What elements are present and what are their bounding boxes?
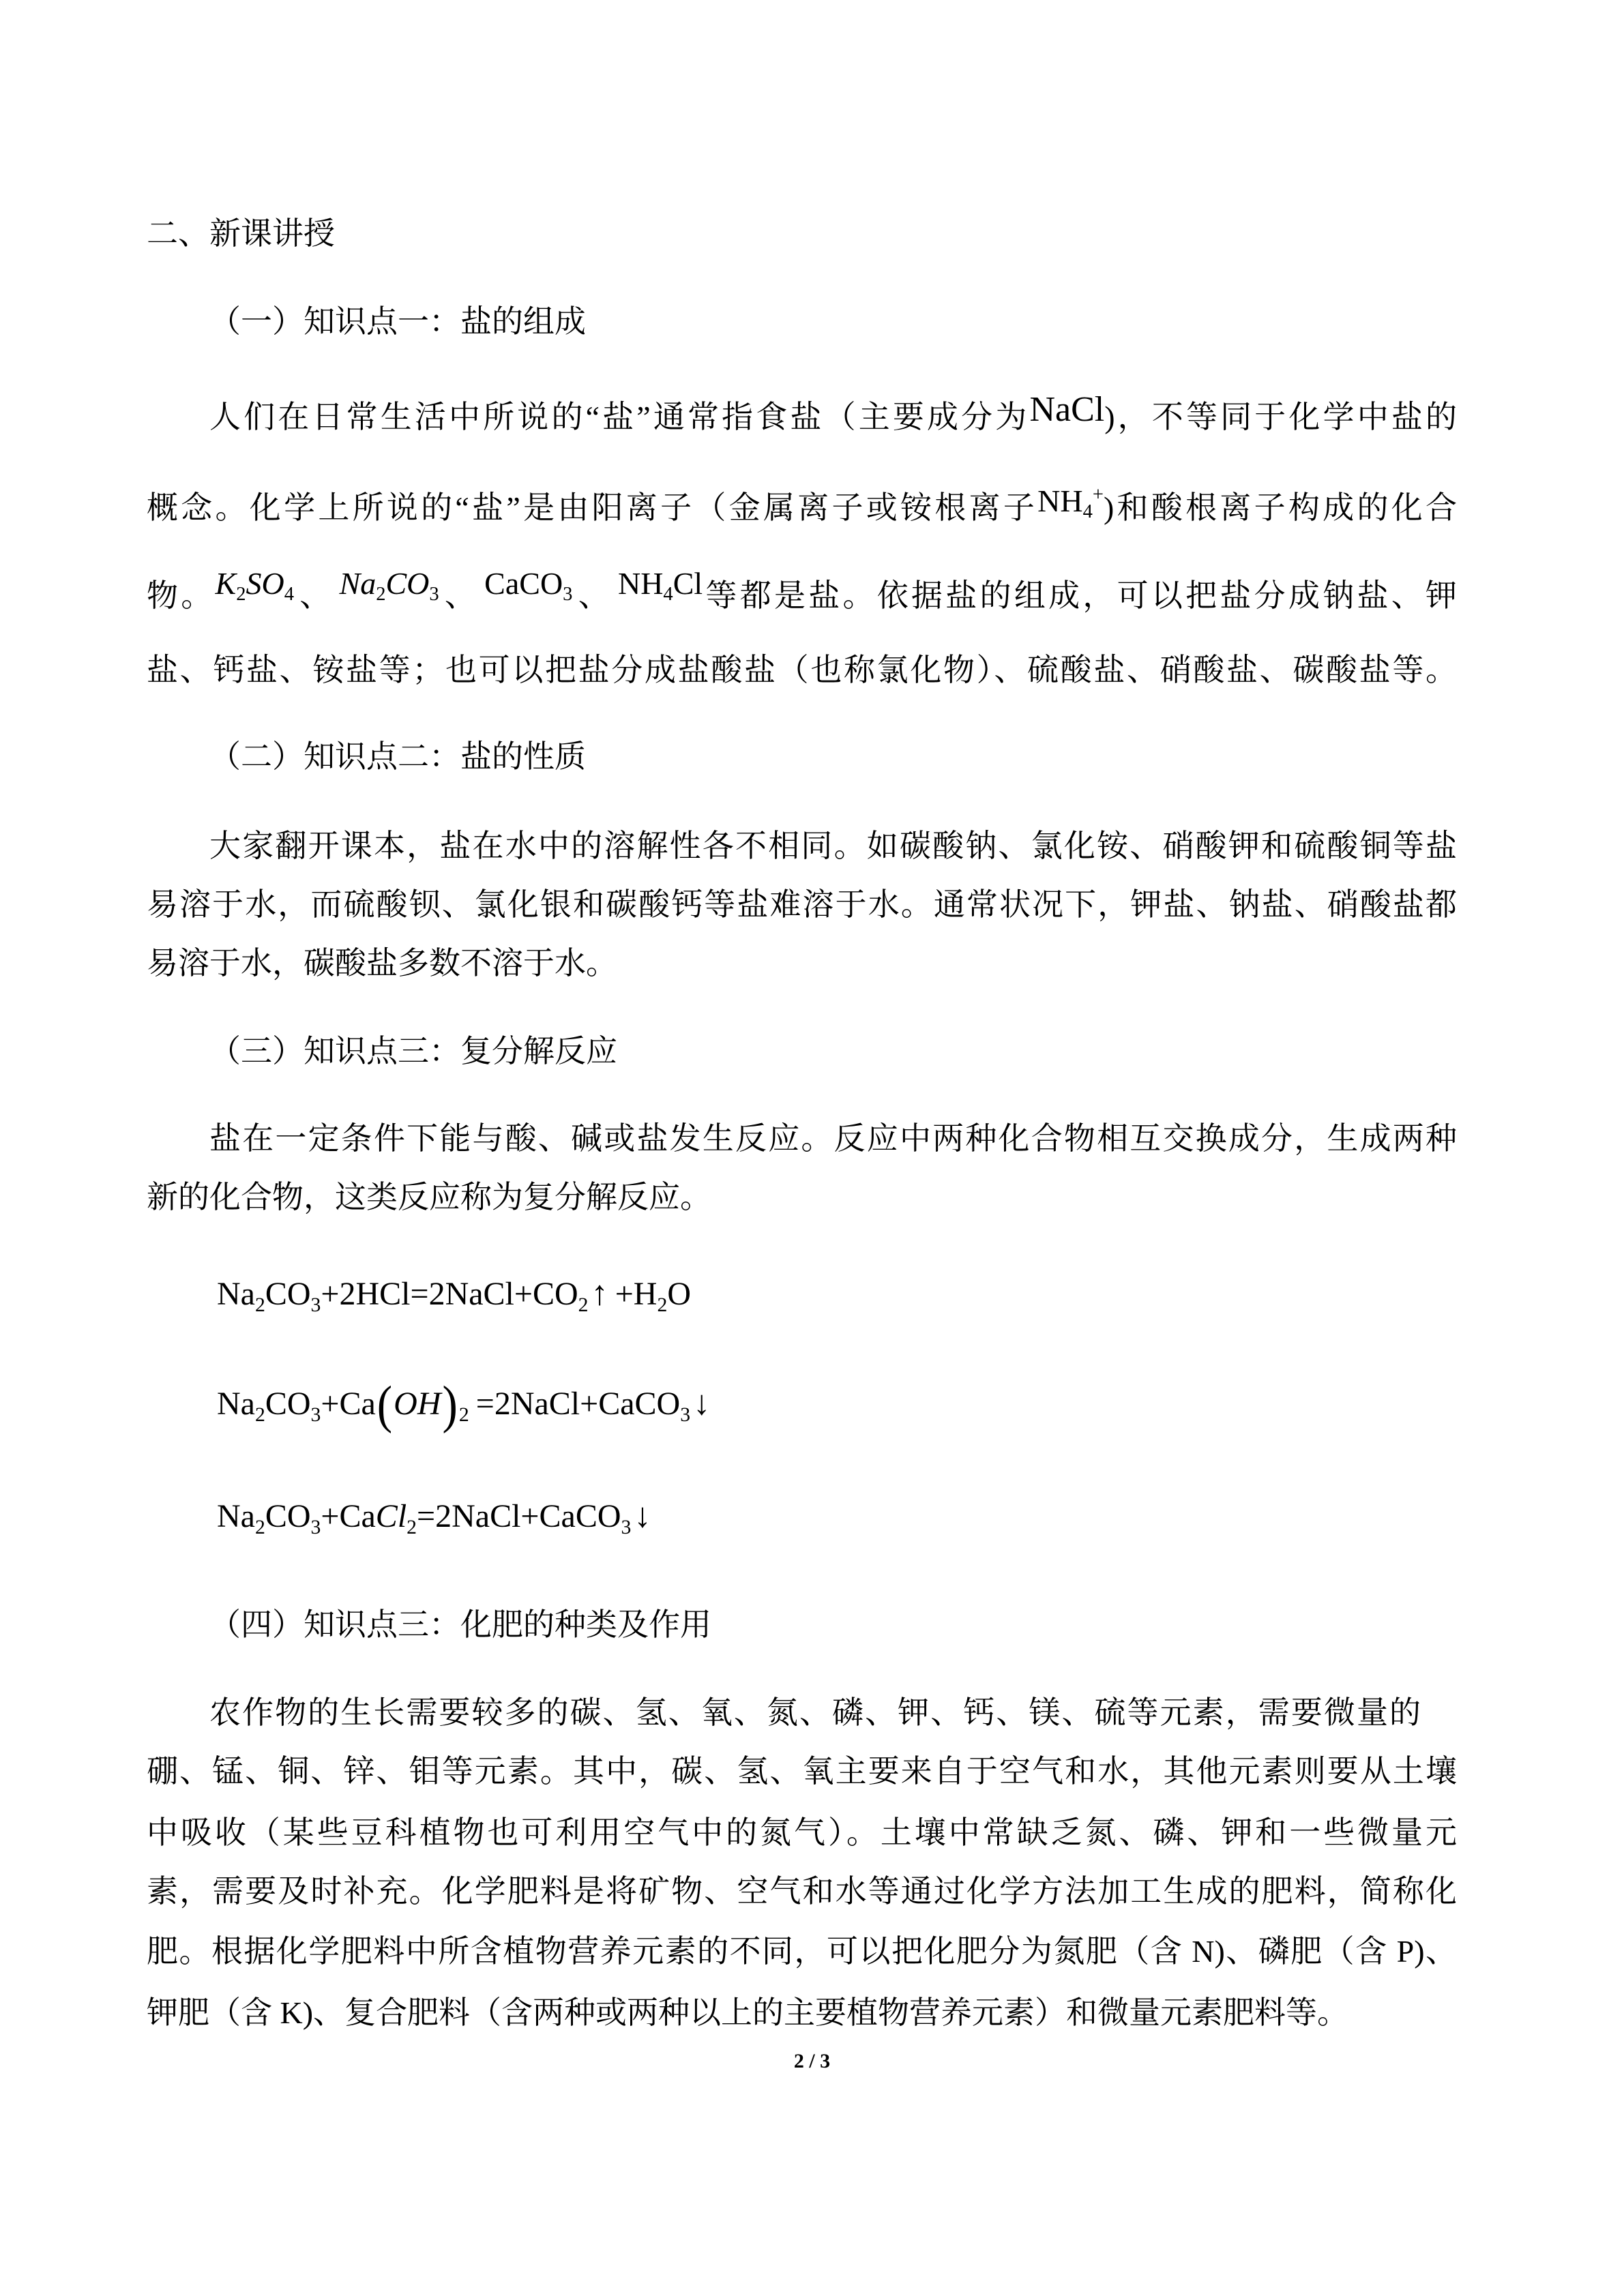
paragraph-line: 肥。根据化学肥料中所含植物营养元素的不同，可以把化肥分为氮肥（含 N)、磷肥（含 P)、 bbox=[147, 1934, 1457, 1969]
equation-term: +Ca bbox=[321, 1498, 376, 1534]
formula-subscript: 4 bbox=[663, 583, 673, 605]
paragraph-line: 易溶于水，而硫酸钡、氯化银和碳酸钙等盐难溶于水。通常状况下，钾盐、钠盐、硝酸盐都 bbox=[147, 887, 1457, 922]
formula-k2so4 bbox=[215, 566, 294, 605]
knowledge-point-1-heading: （一）知识点一：盐的组成 bbox=[209, 304, 586, 339]
formula-element: Na bbox=[339, 566, 377, 601]
formula-nacl: NaCl bbox=[1029, 390, 1105, 429]
formula-subscript: 2 bbox=[376, 583, 386, 605]
formula-subscript: 2 bbox=[236, 583, 246, 605]
paragraph-line bbox=[147, 483, 1457, 529]
equation-term: +Ca bbox=[321, 1386, 376, 1422]
equation-term: =2NaCl+CaCO bbox=[417, 1498, 621, 1534]
formula-ammonium-ion bbox=[1037, 483, 1104, 522]
knowledge-point-2-heading: （二）知识点二：盐的性质 bbox=[209, 739, 586, 774]
section-title: 二、新课讲授 bbox=[147, 216, 335, 251]
equation-subscript: 3 bbox=[310, 1403, 321, 1426]
equation-subscript: 2 bbox=[254, 1403, 265, 1426]
equation-subscript: 2 bbox=[578, 1293, 589, 1316]
gas-arrow-icon: ↑ bbox=[591, 1274, 608, 1312]
paragraph-line bbox=[147, 566, 1457, 617]
equation-subscript: 3 bbox=[680, 1403, 691, 1426]
enumeration-comma: 、 bbox=[296, 578, 334, 613]
formula-nh4cl bbox=[617, 566, 703, 605]
formula-element: NH bbox=[617, 566, 664, 601]
formula-subscript: 4 bbox=[284, 583, 294, 605]
equation-term: Na bbox=[217, 1386, 255, 1422]
equation-term: +H bbox=[615, 1276, 658, 1312]
equation-subscript: 3 bbox=[310, 1515, 321, 1538]
equation-term: CO bbox=[265, 1386, 311, 1422]
right-parenthesis: ) bbox=[442, 1375, 458, 1434]
equation-term: Na bbox=[217, 1276, 255, 1312]
equation-3 bbox=[217, 1488, 651, 1542]
paragraph-line: 钾肥（含 K)、复合肥料（含两种或两种以上的主要植物营养元素）和微量元素肥料等。 bbox=[147, 1995, 1349, 2030]
paragraph-line: 中吸收（某些豆科植物也可利用空气中的氮气）。土壤中常缺乏氮、磷、钾和一些微量元 bbox=[147, 1815, 1457, 1850]
enumeration-comma: 、 bbox=[441, 578, 479, 613]
text-run: 物。 bbox=[147, 578, 216, 613]
text-run: 人们在日常生活中所说的“盐”通常指食盐（主要成分为 bbox=[209, 400, 1030, 434]
paragraph-line: 易溶于水，碳酸盐多数不溶于水。 bbox=[147, 946, 617, 981]
paragraph-line: 盐、钙盐、铵盐等；也可以把盐分成盐酸盐（也称氯化物）、硫酸盐、硝酸盐、碳酸盐等。 bbox=[147, 653, 1457, 687]
equation-term: +2HCl=2NaCl+CO bbox=[321, 1276, 578, 1312]
formula-caco3 bbox=[484, 566, 573, 605]
equation-subscript: 2 bbox=[254, 1515, 265, 1538]
paragraph-line: 硼、锰、铜、锌、钼等元素。其中，碳、氢、氧主要来自于空气和水，其他元素则要从土壤 bbox=[147, 1754, 1457, 1789]
equation-subscript: 2 bbox=[458, 1403, 469, 1426]
equation-subscript: 3 bbox=[621, 1515, 632, 1538]
equation-term: CO bbox=[265, 1498, 311, 1534]
equation-subscript: 2 bbox=[657, 1293, 668, 1316]
formula-element: Cl bbox=[673, 566, 703, 601]
formula-element: SO bbox=[246, 566, 284, 601]
equation-term: Na bbox=[217, 1498, 255, 1534]
formula-na2co3 bbox=[339, 566, 439, 605]
formula-subscript: 3 bbox=[563, 583, 573, 605]
paragraph-line: 素，需要及时补充。化学肥料是将矿物、空气和水等通过化学方法加工生成的肥料，简称化 bbox=[147, 1874, 1457, 1909]
formula-element: CaCO bbox=[484, 566, 563, 601]
equation-subscript: 2 bbox=[254, 1293, 265, 1316]
formula-superscript: + bbox=[1092, 484, 1104, 506]
paragraph-line bbox=[147, 390, 1457, 438]
equation-subscript: 2 bbox=[407, 1515, 417, 1538]
formula-subscript: 3 bbox=[429, 583, 439, 605]
equation-subscript: 3 bbox=[310, 1293, 321, 1316]
page-number: 2 / 3 bbox=[793, 2050, 831, 2072]
formula-element: K bbox=[215, 566, 237, 601]
text-run: 等都是盐。依据盐的组成，可以把盐分成钠盐、钾 bbox=[703, 578, 1457, 613]
formula-element: CO bbox=[385, 566, 430, 601]
text-run: )和酸根离子构成的化合 bbox=[1103, 490, 1457, 525]
knowledge-point-3-heading: （三）知识点三：复分解反应 bbox=[209, 1034, 617, 1069]
paragraph-line: 农作物的生长需要较多的碳、氢、氧、氮、磷、钾、钙、镁、硫等元素，需要微量的 bbox=[209, 1695, 1421, 1730]
enumeration-comma: 、 bbox=[575, 578, 612, 613]
equation-term: =2NaCl+CaCO bbox=[475, 1386, 681, 1422]
left-parenthesis: ( bbox=[377, 1375, 393, 1434]
precipitate-arrow-icon: ↓ bbox=[693, 1384, 711, 1422]
paragraph-line: 大家翻开课本，盐在水中的溶解性各不相同。如碳酸钠、氯化铵、硝酸钾和硫酸铜等盐 bbox=[209, 829, 1457, 863]
text-run: )，不等同于化学中盐的 bbox=[1104, 400, 1457, 434]
equation-term: O bbox=[667, 1276, 691, 1312]
knowledge-point-4-heading: （四）知识点三：化肥的种类及作用 bbox=[209, 1607, 711, 1642]
equation-2 bbox=[217, 1375, 711, 1434]
precipitate-arrow-icon: ↓ bbox=[634, 1496, 651, 1534]
formula-subscript: 4 bbox=[1082, 501, 1093, 522]
equation-1 bbox=[217, 1266, 691, 1320]
paragraph-line: 新的化合物，这类反应称为复分解反应。 bbox=[147, 1180, 711, 1214]
equation-term: CO bbox=[265, 1276, 311, 1312]
equation-term: Cl bbox=[375, 1498, 407, 1534]
paragraph-line: 盐在一定条件下能与酸、碱或盐发生反应。反应中两种化合物相互交换成分，生成两种 bbox=[209, 1121, 1457, 1156]
text-run: 概念。化学上所说的“盐”是由阳离子（金属离子或铵根离子 bbox=[147, 490, 1038, 525]
equation-term: OH bbox=[394, 1386, 441, 1422]
formula-element: NH bbox=[1037, 483, 1083, 518]
